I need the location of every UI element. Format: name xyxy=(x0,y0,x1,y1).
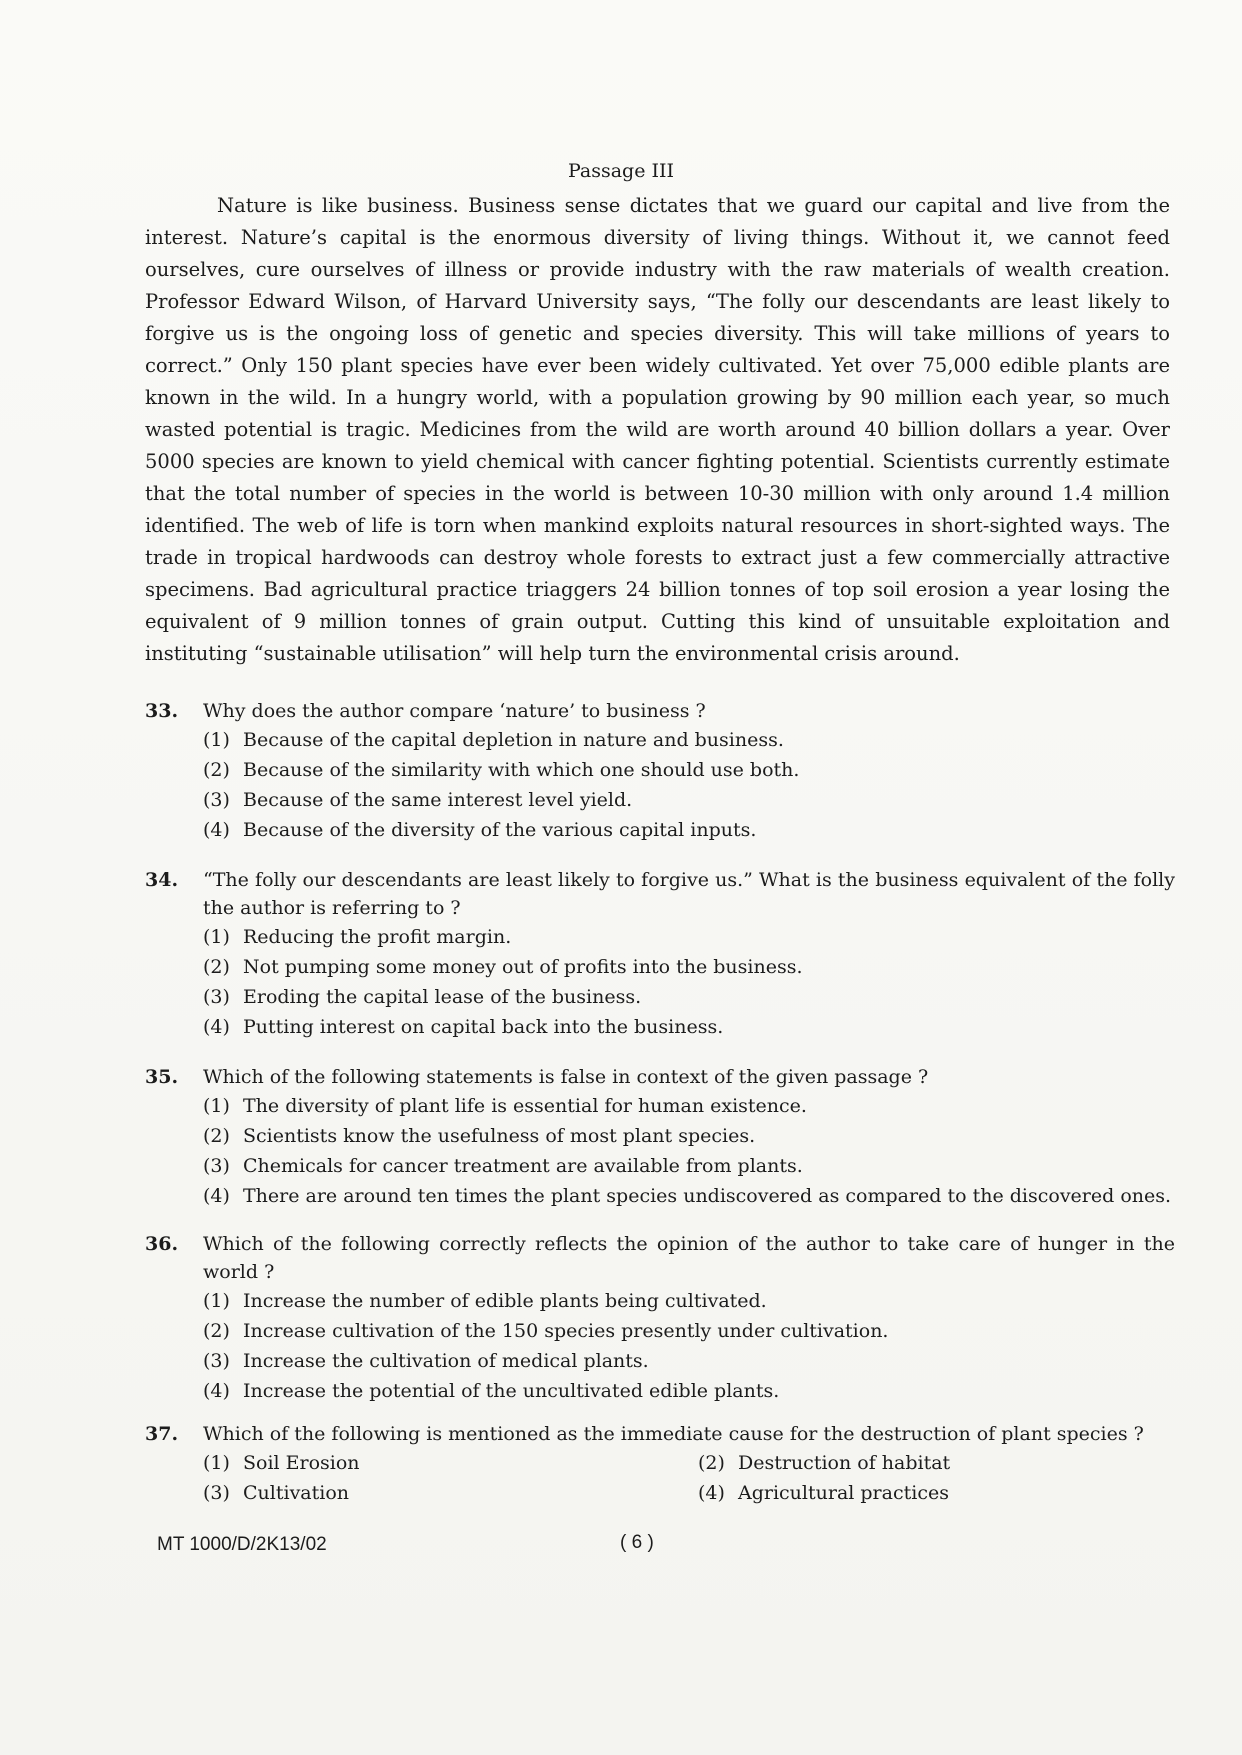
option xyxy=(203,1376,1175,1406)
question-34 xyxy=(145,866,1175,1042)
option-text: Because of the similarity with which one should use both. xyxy=(243,759,800,781)
option xyxy=(203,1448,698,1478)
question-36 xyxy=(145,1230,1175,1406)
option xyxy=(203,1121,1175,1151)
question-number: 36. xyxy=(145,1233,179,1255)
option-text: Because of the diversity of the various capital inputs. xyxy=(243,819,757,841)
option-number: (4) xyxy=(203,1016,230,1038)
booklet-code: MT 1000/D/2K13/02 xyxy=(157,1534,327,1555)
option-text: Because of the same interest level yield. xyxy=(243,789,633,811)
question-text: Why does the author compare ‘nature’ to business ? xyxy=(203,700,706,722)
page-number: ( 6 ) xyxy=(620,1532,654,1553)
option-text: Reducing the profit margin. xyxy=(243,926,512,948)
option-text: Eroding the capital lease of the business. xyxy=(243,986,642,1008)
question-35 xyxy=(145,1063,1175,1211)
option-text: Not pumping some money out of profits into the business. xyxy=(243,956,803,978)
question-number: 34. xyxy=(145,869,179,891)
option xyxy=(203,982,1175,1012)
option-text: Soil Erosion xyxy=(243,1452,360,1474)
option-text: Putting interest on capital back into the business. xyxy=(243,1016,724,1038)
option-number: (2) xyxy=(203,1125,230,1147)
option-text: Cultivation xyxy=(243,1482,350,1504)
question-number: 37. xyxy=(145,1423,179,1445)
option-text: Scientists know the usefulness of most plant species. xyxy=(243,1125,756,1147)
option xyxy=(698,1478,1138,1508)
question-33 xyxy=(145,697,1175,845)
option xyxy=(203,1478,698,1508)
question-text: Which of the following correctly reflects the opinion of the author to take care of hunger in the world ? xyxy=(203,1233,1175,1283)
option-number: (2) xyxy=(698,1452,725,1474)
option xyxy=(203,1316,1175,1346)
option xyxy=(203,1286,1175,1316)
option-number: (1) xyxy=(203,1452,230,1474)
option xyxy=(203,1346,1175,1376)
option-number: (4) xyxy=(203,1185,230,1207)
option-number: (1) xyxy=(203,729,230,751)
option xyxy=(203,1091,1175,1121)
option-number: (3) xyxy=(203,1155,230,1177)
option-text: Chemicals for cancer treatment are available from plants. xyxy=(243,1155,803,1177)
option xyxy=(203,785,1175,815)
option-number: (4) xyxy=(203,819,230,841)
option-text: Increase the potential of the uncultivated edible plants. xyxy=(243,1380,780,1402)
option-number: (2) xyxy=(203,956,230,978)
passage-title: Passage III xyxy=(567,160,675,182)
option-number: (4) xyxy=(698,1482,725,1504)
option xyxy=(203,815,1175,845)
option xyxy=(203,1012,1175,1042)
option-text: Increase the cultivation of medical plants. xyxy=(243,1350,649,1372)
option-number: (1) xyxy=(203,1095,230,1117)
option-number: (3) xyxy=(203,1350,230,1372)
option-number: (3) xyxy=(203,986,230,1008)
option xyxy=(203,755,1175,785)
option-text: Increase the number of edible plants being cultivated. xyxy=(243,1290,767,1312)
option xyxy=(203,952,1175,982)
option-text: The diversity of plant life is essential for human existence. xyxy=(243,1095,807,1117)
option xyxy=(203,1151,1175,1181)
option-text: There are around ten times the plant species undiscovered as compared to the discovered ones. xyxy=(243,1185,1172,1207)
passage-text: Nature is like business. Business sense dictates that we guard our capital and live from the interest. Nature’s capital is the enormous diversity of living things. Without it, we cannot feed ourselves, cure ourselves of illness or provide industry with the raw materials of wealth creation. Professor Edward Wilson, of Harvard University says, “The folly our descendants are least likely to forgive us is the ongoing loss of genetic and species diversity. This will take millions of years to correct.” Only 150 plant species have ever been widely cultivated. Yet over 75,000 edible plants are known in the wild. In a hungry world, with a population growing by 90 million each year, so much wasted potential is tragic. Medicines from the wild are worth around 40 billion dollars a year. Over 5000 species are known to yield chemical with cancer fighting potential. Scientists currently estimate that the total number of species in the world is between 10-30 million with only around 1.4 million identified. The web of life is torn when mankind exploits natural resources in short-sighted ways. The trade in tropical hardwoods can destroy whole forests to extract just a few commercially attractive specimens. Bad agricultural practice triaggers 24 billion tonnes of top soil erosion a year losing the equivalent of 9 million tonnes of grain output. Cutting this kind of unsuitable exploitation and instituting “sustainable utilisation” will help turn the environmental crisis around. xyxy=(145,194,1170,665)
question-37 xyxy=(145,1420,1175,1508)
option-number: (3) xyxy=(203,789,230,811)
option-number: (1) xyxy=(203,1290,230,1312)
option-text: Because of the capital depletion in nature and business. xyxy=(243,729,784,751)
question-number: 35. xyxy=(145,1066,179,1088)
option xyxy=(203,1181,1175,1211)
option-number: (2) xyxy=(203,1320,230,1342)
question-number: 33. xyxy=(145,700,179,722)
option-number: (2) xyxy=(203,759,230,781)
option-text: Increase cultivation of the 150 species presently under cultivation. xyxy=(243,1320,889,1342)
option xyxy=(698,1448,1138,1478)
option xyxy=(203,725,1175,755)
question-text: Which of the following statements is false in context of the given passage ? xyxy=(203,1066,929,1088)
question-text: “The folly our descendants are least likely to forgive us.” What is the business equivalent of the folly the author is referring to ? xyxy=(203,869,1175,919)
option-number: (1) xyxy=(203,926,230,948)
question-text: Which of the following is mentioned as the immediate cause for the destruction of plant species ? xyxy=(203,1423,1144,1445)
option-text: Destruction of habitat xyxy=(738,1452,951,1474)
option-number: (3) xyxy=(203,1482,230,1504)
option-text: Agricultural practices xyxy=(738,1482,949,1504)
option xyxy=(203,922,1175,952)
option-number: (4) xyxy=(203,1380,230,1402)
